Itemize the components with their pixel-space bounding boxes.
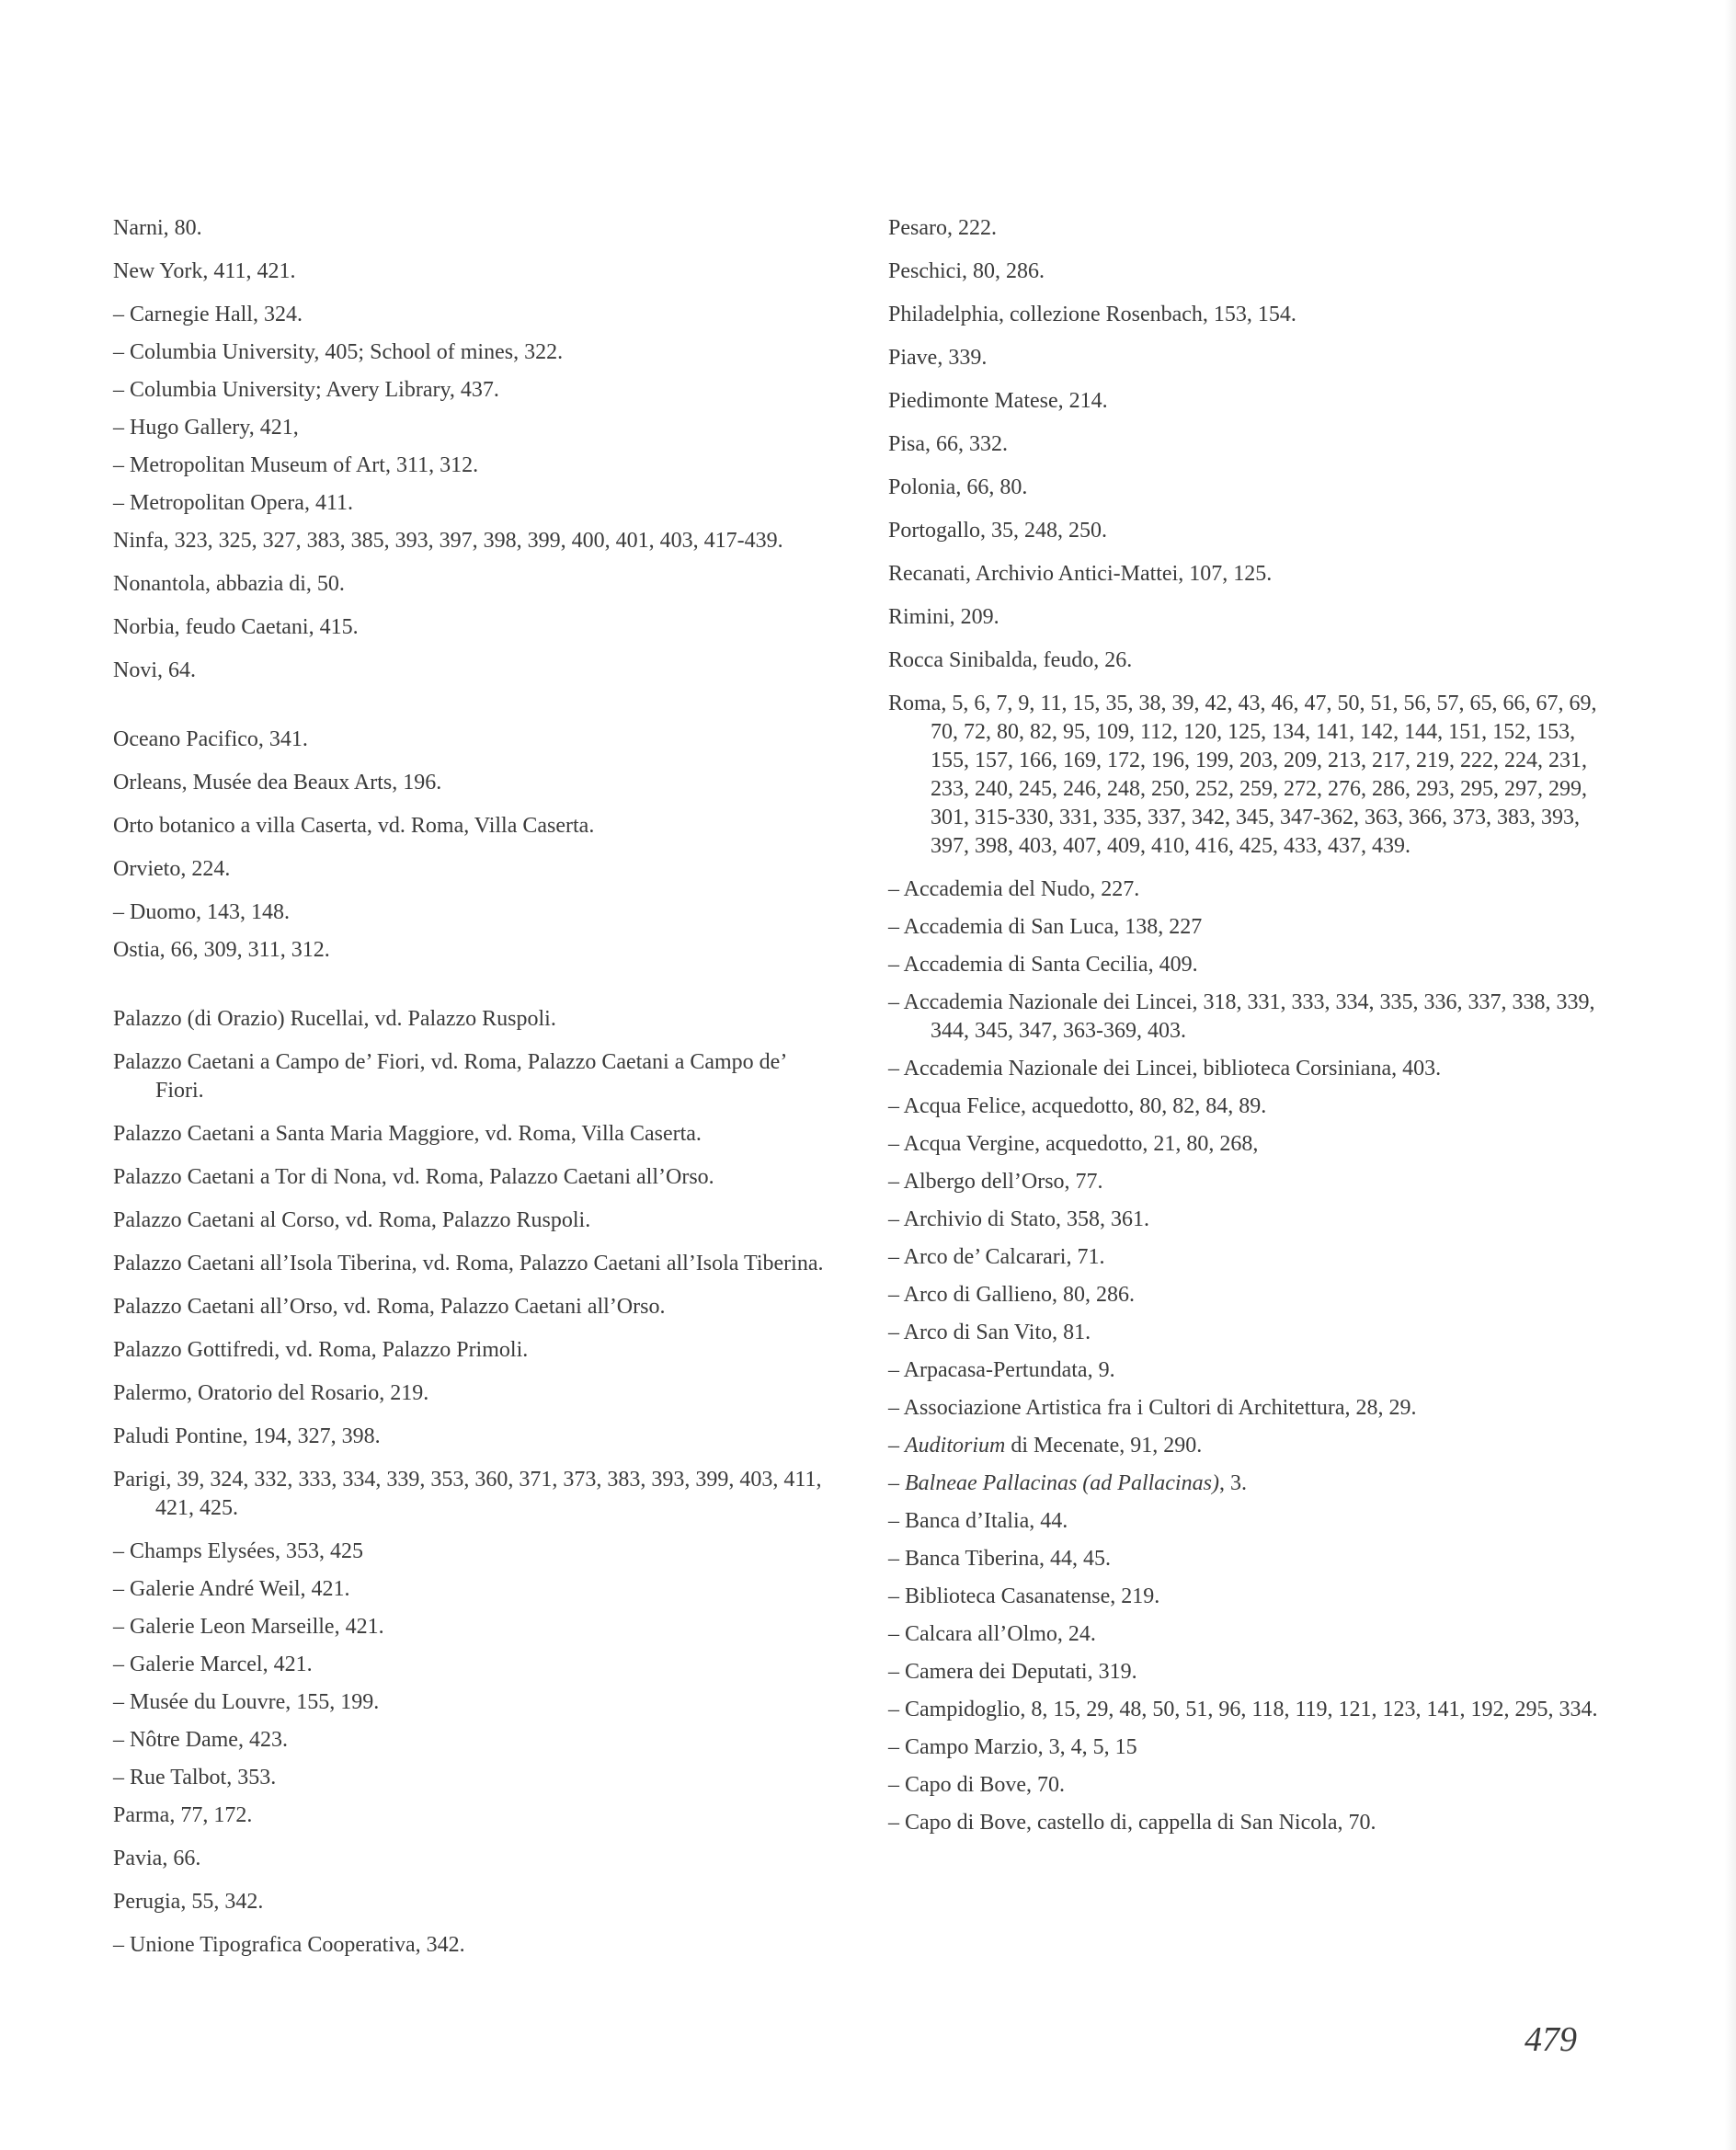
index-entry: Portogallo, 35, 248, 250.	[888, 519, 1107, 543]
index-entry: Paludi Pontine, 194, 327, 398.	[113, 1424, 381, 1448]
index-subentry: – Calcara all’Olmo, 24.	[888, 1622, 1096, 1646]
index-entry: Palazzo Caetani all’Isola Tiberina, vd. Roma, Palazzo Caetani all’Isola Tiberina.	[113, 1252, 824, 1275]
index-entry: New York, 411, 421.	[113, 259, 296, 283]
index-subentry: – Galerie André Weil, 421.	[113, 1577, 350, 1601]
index-subentry: – Camera dei Deputati, 319.	[888, 1660, 1137, 1684]
index-entry: Rimini, 209.	[888, 605, 999, 629]
index-subentry: – Accademia del Nudo, 227.	[888, 877, 1140, 901]
index-subentry: – Arco di San Vito, 81.	[888, 1321, 1091, 1344]
index-column-right	[888, 214, 1602, 1847]
index-entry: Pavia, 66.	[113, 1847, 201, 1870]
index-subentry: – Acqua Felice, acquedotto, 80, 82, 84, 89.	[888, 1094, 1267, 1118]
index-subentry: – Galerie Marcel, 421.	[113, 1653, 313, 1676]
index-entry: Orleans, Musée dea Beaux Arts, 196.	[113, 771, 442, 795]
index-subentry: – Carnegie Hall, 324.	[113, 303, 303, 326]
index-entry: Oceano Pacifico, 341.	[113, 727, 308, 751]
index-subentry: – Accademia Nazionale dei Lincei, 318, 331, 333, 334, 335, 336, 337, 338, 339, 344, 345, 347, 363-369, 403.	[888, 990, 1595, 1043]
index-subentry	[888, 1432, 1602, 1460]
index-entry-prefix: –	[888, 1434, 905, 1458]
index-subentry: – Accademia di Santa Cecilia, 409.	[888, 953, 1198, 977]
index-entry-suffix: , 3.	[1218, 1471, 1247, 1495]
index-subentry: – Champs Elysées, 353, 425	[113, 1539, 363, 1563]
index-subentry: – Campidoglio, 8, 15, 29, 48, 50, 51, 96, 118, 119, 121, 123, 141, 192, 295, 334.	[888, 1698, 1598, 1721]
index-subentry: – Acqua Vergine, acquedotto, 21, 80, 268,	[888, 1132, 1259, 1156]
index-entry: Palazzo (di Orazio) Rucellai, vd. Palazzo Ruspoli.	[113, 1007, 556, 1031]
index-subentry: – Archivio di Stato, 358, 361.	[888, 1207, 1149, 1231]
index-subentry: – Accademia di San Luca, 138, 227	[888, 915, 1203, 939]
index-subentry: – Columbia University; Avery Library, 437.	[113, 378, 499, 402]
index-entry: Pisa, 66, 332.	[888, 432, 1009, 456]
index-entry: Narni, 80.	[113, 216, 202, 240]
index-entry: Palazzo Gottifredi, vd. Roma, Palazzo Primoli.	[113, 1338, 529, 1362]
index-subentry: – Hugo Gallery, 421,	[113, 416, 299, 440]
index-entry: Orto botanico a villa Caserta, vd. Roma, Villa Caserta.	[113, 814, 595, 838]
index-entry: Pesaro, 222.	[888, 216, 997, 240]
index-entry: Recanati, Archivio Antici-Mattei, 107, 125.	[888, 562, 1273, 586]
index-entry: Piave, 339.	[888, 346, 988, 370]
index-subentry: – Arco di Gallieno, 80, 286.	[888, 1283, 1135, 1307]
index-column-left	[113, 214, 827, 1969]
page-edge-shadow	[1725, 0, 1736, 2150]
index-subentry: – Galerie Leon Marseille, 421.	[113, 1615, 384, 1639]
index-entry-prefix: –	[888, 1471, 905, 1495]
index-subentry: – Accademia Nazionale dei Lincei, biblioteca Corsiniana, 403.	[888, 1057, 1442, 1081]
index-subentry: – Capo di Bove, castello di, cappella di San Nicola, 70.	[888, 1811, 1376, 1835]
index-subentry: – Metropolitan Opera, 411.	[113, 491, 354, 515]
index-subentry: – Columbia University, 405; School of mines, 322.	[113, 340, 564, 364]
index-subentry: – Arpacasa-Pertundata, 9.	[888, 1358, 1115, 1382]
index-entry-italic: Auditorium	[905, 1434, 1006, 1458]
index-entry-suffix: di Mecenate, 91, 290.	[1005, 1434, 1203, 1458]
index-entry: Palazzo Caetani all’Orso, vd. Roma, Palazzo Caetani all’Orso.	[113, 1295, 666, 1319]
index-subentry	[888, 1470, 1602, 1498]
index-entry: Nonantola, abbazia di, 50.	[113, 572, 345, 596]
index-subentry: – Banca d’Italia, 44.	[888, 1509, 1068, 1533]
index-subentry: – Arco de’ Calcarari, 71.	[888, 1245, 1105, 1269]
index-entry-italic: Balneae Pallacinas (ad Pallacinas)	[905, 1471, 1219, 1495]
index-subentry: – Albergo dell’Orso, 77.	[888, 1170, 1103, 1194]
index-entry: Palazzo Caetani a Campo de’ Fiori, vd. Roma, Palazzo Caetani a Campo de’ Fiori.	[113, 1050, 786, 1103]
index-entry: Palazzo Caetani a Tor di Nona, vd. Roma, Palazzo Caetani all’Orso.	[113, 1165, 714, 1189]
index-entry: Philadelphia, collezione Rosenbach, 153, 154.	[888, 303, 1296, 326]
index-subentry: – Associazione Artistica fra i Cultori di Architettura, 28, 29.	[888, 1396, 1417, 1420]
index-entry: Parma, 77, 172.	[113, 1803, 253, 1827]
index-entry: Ostia, 66, 309, 311, 312.	[113, 938, 330, 962]
index-entry: Peschici, 80, 286.	[888, 259, 1045, 283]
index-subentry: – Musée du Louvre, 155, 199.	[113, 1690, 380, 1714]
index-entry: Rocca Sinibalda, feudo, 26.	[888, 648, 1133, 672]
page-number: 479	[1525, 2020, 1577, 2059]
index-entry: Palazzo Caetani al Corso, vd. Roma, Palazzo Ruspoli.	[113, 1208, 591, 1232]
index-entry: Palazzo Caetani a Santa Maria Maggiore, vd. Roma, Villa Caserta.	[113, 1122, 702, 1146]
index-entry: Polonia, 66, 80.	[888, 475, 1028, 499]
index-subentry: – Biblioteca Casanatense, 219.	[888, 1584, 1160, 1608]
index-subentry: – Duomo, 143, 148.	[113, 900, 290, 924]
index-entry: Norbia, feudo Caetani, 415.	[113, 615, 359, 639]
index-entry: Parigi, 39, 324, 332, 333, 334, 339, 353, 360, 371, 373, 383, 393, 399, 403, 411, 421, 425.	[113, 1468, 822, 1520]
index-subentry: – Unione Tipografica Cooperativa, 342.	[113, 1933, 465, 1957]
index-subentry: – Campo Marzio, 3, 4, 5, 15	[888, 1735, 1137, 1759]
index-entry: Orvieto, 224.	[113, 857, 231, 881]
index-subentry: – Banca Tiberina, 44, 45.	[888, 1547, 1111, 1571]
index-entry: Perugia, 55, 342.	[113, 1890, 264, 1914]
index-entry: Ninfa, 323, 325, 327, 383, 385, 393, 397, 398, 399, 400, 401, 403, 417-439.	[113, 529, 783, 553]
index-subentry: – Metropolitan Museum of Art, 311, 312.	[113, 453, 479, 477]
index-subentry: – Rue Talbot, 353.	[113, 1766, 277, 1790]
index-entry: Novi, 64.	[113, 658, 196, 682]
index-subentry: – Nôtre Dame, 423.	[113, 1728, 288, 1752]
index-entry: Palermo, Oratorio del Rosario, 219.	[113, 1381, 429, 1405]
index-entry: Roma, 5, 6, 7, 9, 11, 15, 35, 38, 39, 42, 43, 46, 47, 50, 51, 56, 57, 65, 66, 67, 69, 70, 72, 80, 82, 95, 109, 112, 120, 125, 134, 141, 142, 144, 151, 152, 153, 155, 157, 166, 169, 172, 196, 199, 203, 209, 213, 217, 219, 222, 224, 231, 233, 240, 245, 246, 248, 250, 252, 259, 272, 276, 286, 293, 295, 297, 299, 301, 315-330, 331, 335, 337, 342, 345, 347-362, 363, 366, 373, 383, 393, 397, 398, 403, 407, 409, 410, 416, 425, 433, 437, 439.	[888, 692, 1597, 858]
index-entry: Piedimonte Matese, 214.	[888, 389, 1108, 413]
index-subentry: – Capo di Bove, 70.	[888, 1773, 1065, 1797]
